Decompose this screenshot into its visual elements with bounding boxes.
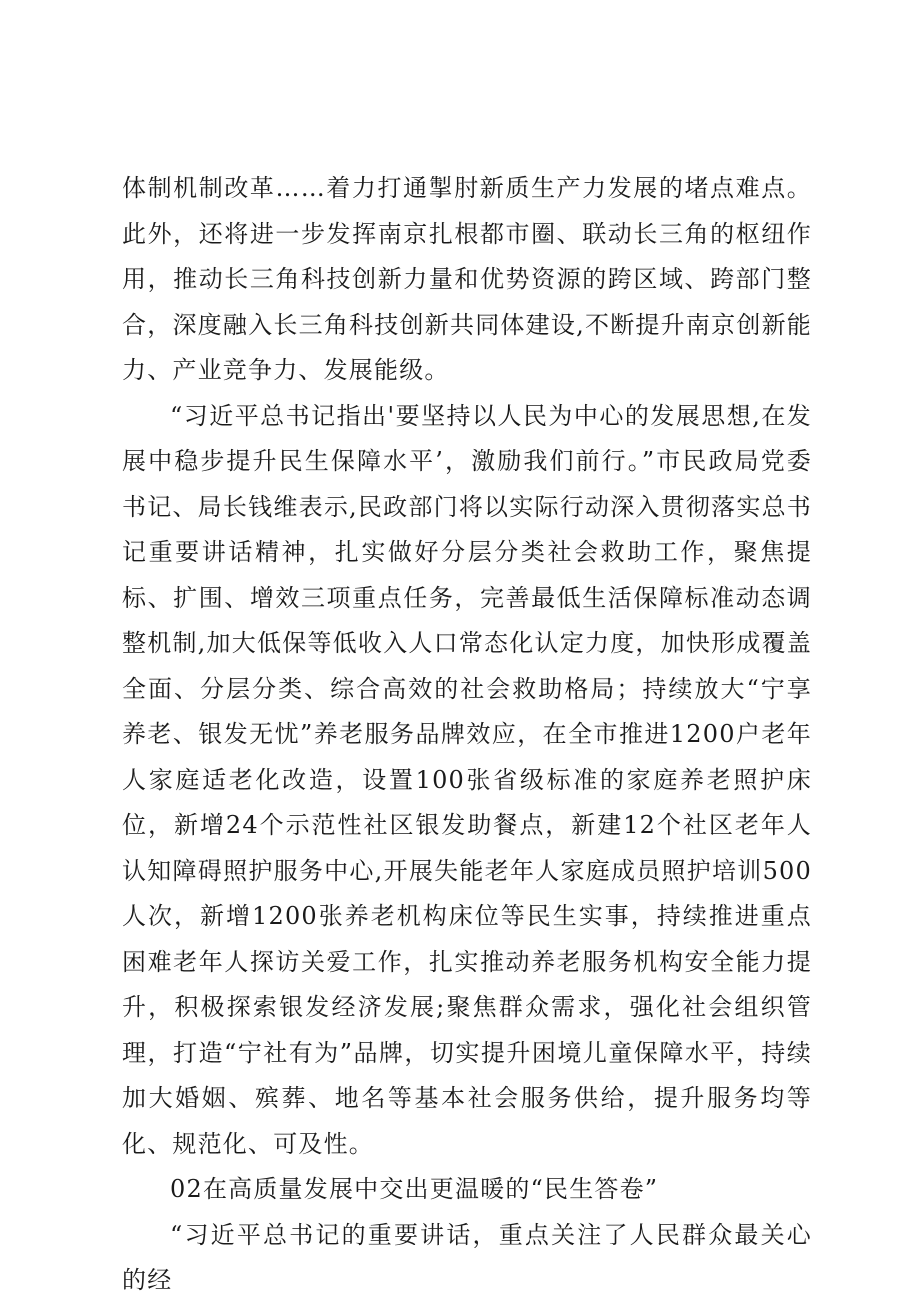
paragraph-civil-affairs: “习近平总书记指出'要坚持以人民为中心的发展思想,在发展中稳步提升民生保障水平’，激励我们前行。”市民政局党委书记、局长钱维表示,民政部门将以实际行动深入贯彻落实总书记重要讲话精神，扎实做好分层分类社会救助工作，聚焦提标、扩围、增效三项重点任务，完善最低生活保障标准动态调整机制,加大低保等低收入人口常态化认定力度，加快形成覆盖全面、分层分类、综合高效的社会救助格局；持续放大“宁享养老、银发无忧”养老服务品牌效应，在全市推进1200户老年人家庭适老化改造，设置100张省级标准的家庭养老照护床位，新增24个示范性社区银发助餐点，新建12个社区老年人认知障碍照护服务中心,开展失能老年人家庭成员照护培训500人次，新增1200张养老机构床位等民生实事，持续推进重点困难老年人探访关爱工作，扎实推动养老服务机构安全能力提升，积极探索银发经济发展;聚焦群众需求，强化社会组织管理，打造“宁社有为”品牌，切实提升困境儿童保障水平，持续加大婚姻、殡葬、地名等基本社会服务供给，提升服务均等化、规范化、可及性。 [122,401,812,1158]
paragraph-closing: “习近平总书记的重要讲话，重点关注了人民群众最关心的经 [122,1220,812,1294]
paragraph-innovation: 体制机制改革……着力打通掣肘新质生产力发展的堵点难点。此外，还将进一步发挥南京扎根都市圈、联动长三角的枢纽作用，推动长三角科技创新力量和优势资源的跨区域、跨部门整合，深度融入长三角科技创新共同体建设,不断提升南京创新能力、产业竞争力、发展能级。 [122,174,812,384]
section-heading: 02在高质量发展中交出更温暖的“民生答卷” [170,1175,659,1203]
document-body [122,166,812,1304]
